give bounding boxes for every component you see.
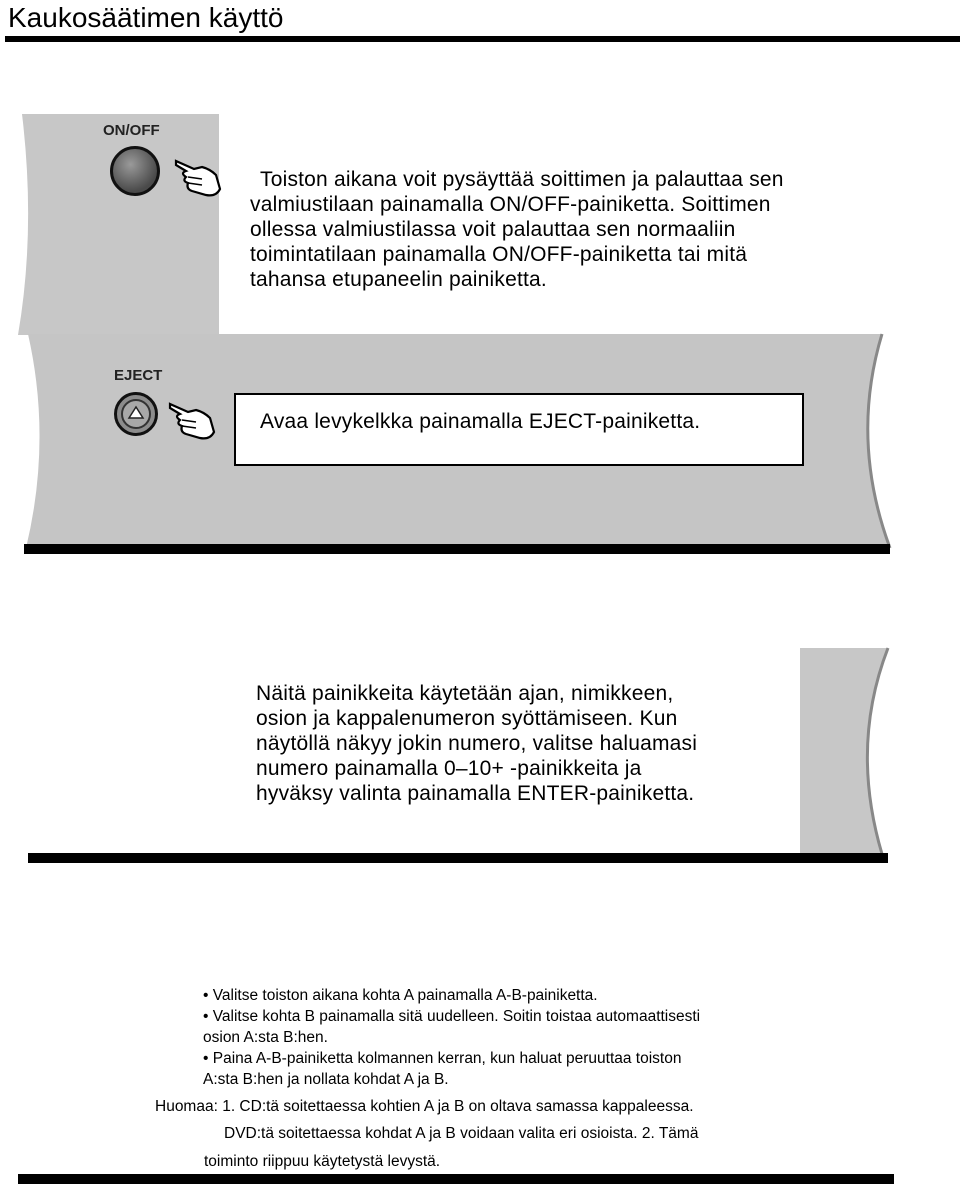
on-off-text-line: ollessa valmiustilassa voit palauttaa sen normaaliin — [250, 218, 736, 241]
note-line-2: DVD:tä soitettaessa kohdat A ja B voidaan valita eri osioista. 2. Tämä — [224, 1125, 699, 1142]
eject-text-box — [234, 393, 804, 466]
on-off-text-line: tahansa etupaneelin painiketta. — [250, 268, 547, 291]
number-keys-text-line: osion ja kappalenumeron syöttämiseen. Kun — [256, 707, 678, 730]
number-keys-text — [256, 681, 697, 806]
ab-repeat-text — [203, 985, 700, 1090]
number-section-rule — [28, 853, 888, 863]
eject-text: Avaa levykelkka painamalla EJECT-painiketta. — [260, 410, 701, 433]
eject-triangle-icon — [117, 395, 155, 433]
number-keys-panel — [798, 646, 890, 856]
on-off-text-line: valmiustilaan painamalla ON/OFF-painiketta. Soittimen — [250, 193, 771, 216]
on-off-panel — [0, 110, 240, 335]
page-title: Kaukosäätimen käyttö — [8, 2, 284, 33]
eject-section-rule — [24, 544, 890, 554]
on-off-button-label: ON/OFF — [103, 122, 160, 139]
number-keys-text-line: Näitä painikkeita käytetään ajan, nimikkeen, — [256, 682, 674, 705]
note-line-3: toiminto riippuu käytetystä levystä. — [204, 1153, 441, 1170]
pointing-hand-icon — [166, 398, 218, 442]
title-rule — [5, 36, 960, 42]
number-keys-text-line: hyväksy valinta painamalla ENTER-painiketta. — [256, 782, 695, 805]
number-keys-text-line: näytöllä näkyy jokin numero, valitse haluamasi — [256, 732, 698, 755]
ab-line: • Paina A-B-painiketta kolmannen kerran, kun haluat peruuttaa toiston — [203, 1050, 682, 1067]
on-off-text-line: Toiston aikana voit pysäyttää soittimen ja palauttaa sen — [260, 168, 784, 191]
ab-line: A:sta B:hen ja nollata kohdat A ja B. — [203, 1071, 449, 1088]
eject-button-label: EJECT — [114, 367, 163, 384]
ab-line: • Valitse toiston aikana kohta A painamalla A-B-painiketta. — [203, 987, 598, 1004]
pointing-hand-icon — [172, 155, 224, 199]
eject-button[interactable] — [114, 392, 158, 436]
on-off-text-line: toimintatilaan painamalla ON/OFF-painiketta tai mitä — [250, 243, 748, 266]
ab-line: • Valitse kohta B painamalla sitä uudelleen. Soitin toistaa automaattisesti — [203, 1008, 701, 1025]
on-off-text — [250, 167, 784, 292]
number-keys-text-line: numero painamalla 0–10+ -painikkeita ja — [256, 757, 642, 780]
ab-line: osion A:sta B:hen. — [203, 1029, 328, 1046]
on-off-button[interactable] — [110, 146, 160, 196]
bottom-rule — [18, 1174, 894, 1184]
note-line-1: Huomaa: 1. CD:tä soitettaessa kohtien A ja B on oltava samassa kappaleessa. — [155, 1098, 694, 1115]
